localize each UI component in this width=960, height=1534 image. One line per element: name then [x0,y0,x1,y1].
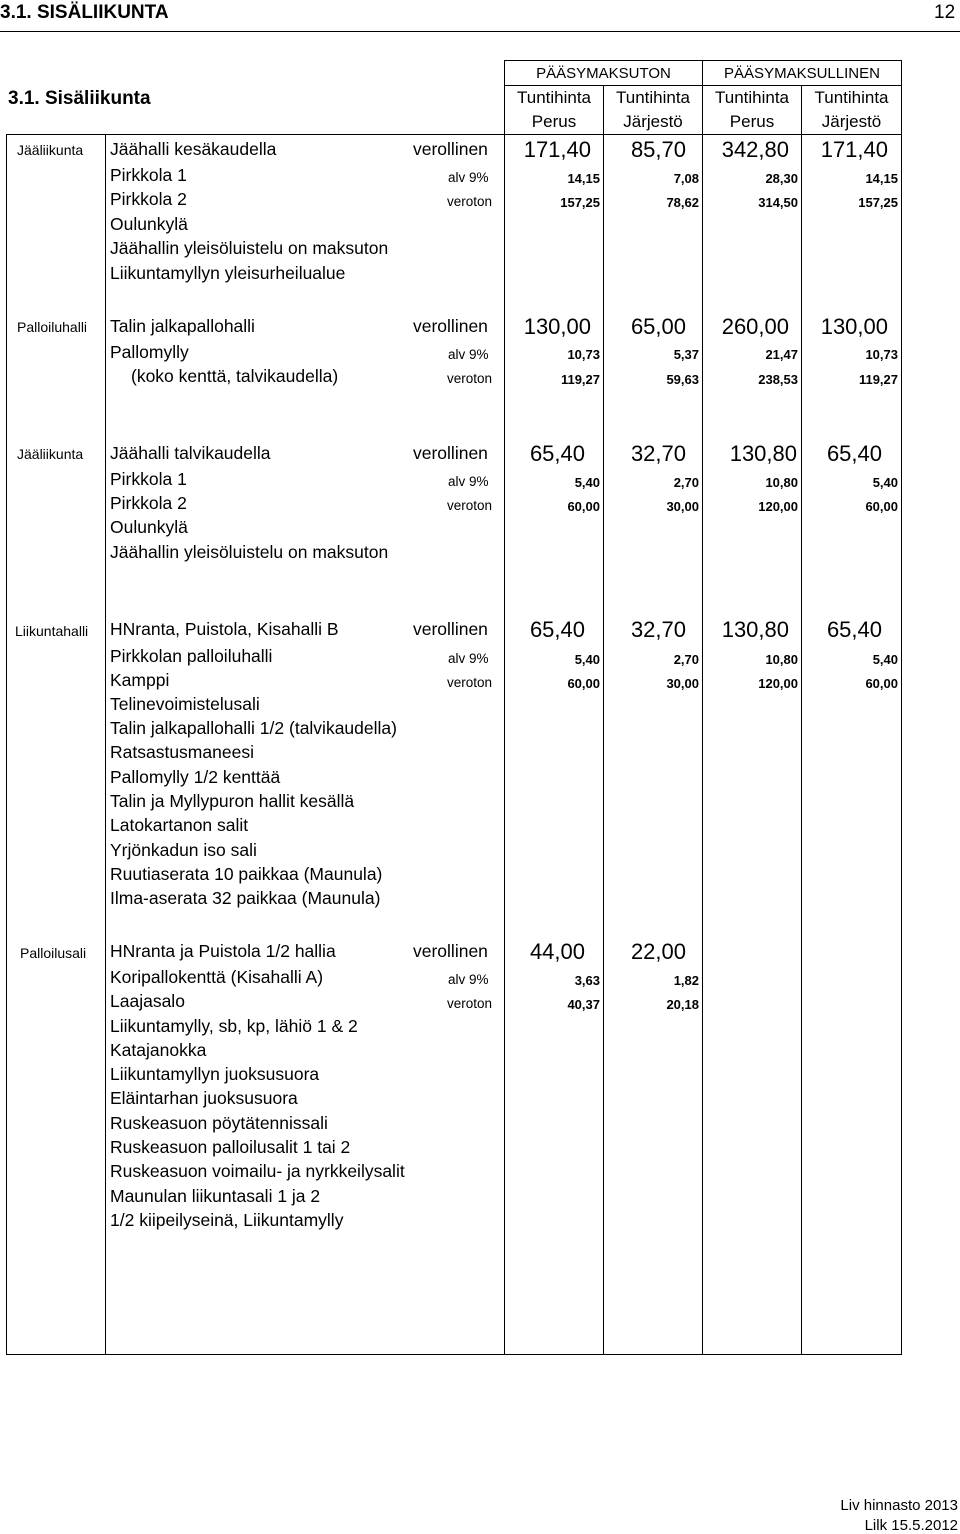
price-value: 30,00 [666,676,699,691]
price-column-rule [702,60,703,1354]
price-column-rule [504,60,505,1354]
price-value: 260,00 [721,314,789,339]
price-value: 2,70 [673,652,699,667]
price-value: 120,00 [758,499,798,514]
price-value: 59,63 [666,372,699,387]
place-name: Laajasalo [110,991,185,1011]
price-value: 2,70 [673,475,699,490]
footer-date: Lilk 15.5.2012 [864,1517,958,1534]
place-name: Pirkkola 1 [110,165,187,185]
price-value: 130,00 [523,314,591,339]
place-name: 1/2 kiipeilyseinä, Liikuntamylly [110,1210,344,1230]
section-category: Jääliikunta [17,142,84,158]
price-value: 65,40 [529,617,585,642]
column-header: Tuntihinta [714,88,790,107]
place-name: Oulunkylä [110,517,188,537]
tax-label: verollinen [413,139,488,159]
price-value: 32,70 [630,617,686,642]
tax-label: veroton [447,675,493,690]
place-name: Pirkkolan palloiluhalli [110,646,273,666]
price-value: 22,00 [630,939,686,964]
section-category: Palloiluhalli [17,319,88,335]
price-value: 20,18 [666,997,699,1012]
table-title: 3.1. Sisäliikunta [8,88,151,109]
place-name: Oulunkylä [110,214,188,234]
place-name: (koko kenttä, talvikaudella) [131,366,339,386]
place-name: Pallomylly 1/2 kenttää [110,767,281,787]
column-header: Tuntihinta [615,88,691,107]
price-value: 65,40 [826,617,882,642]
place-name: Liikuntamyllyn yleisurheilualue [110,263,346,283]
price-value: 119,27 [858,372,898,387]
price-value: 10,73 [865,347,898,362]
price-value: 60,00 [567,676,600,691]
price-value: 10,73 [567,347,600,362]
place-name: Ruskeasuon pöytätennissali [110,1113,328,1133]
place-name: Pirkkola 2 [110,493,187,513]
price-value: 157,25 [858,195,898,210]
place-name: Liikuntamyllyn juoksusuora [110,1064,320,1084]
place-name: Talin jalkapallohalli 1/2 (talvikaudella) [110,718,397,738]
price-column-rule [603,85,604,1354]
tax-label: veroton [447,194,493,209]
price-value: 65,40 [826,441,882,466]
page-number: 12 [934,2,956,23]
place-name: Kamppi [110,670,170,690]
price-value: 120,00 [758,676,798,691]
price-value: 60,00 [865,499,898,514]
place-name: HNranta ja Puistola 1/2 hallia [110,941,336,961]
price-value: 10,80 [765,652,798,667]
price-value: 40,37 [567,997,600,1012]
place-name: Pirkkola 1 [110,469,187,489]
section-category: Liikuntahalli [15,623,89,639]
price-value: 32,70 [630,441,686,466]
table-border-bottom [6,1354,902,1355]
price-value: 60,00 [567,499,600,514]
place-name: Talin jalkapallohalli [110,316,255,336]
group-header-free: PÄÄSYMAKSUTON [536,65,671,82]
place-name: Latokartanon salit [110,815,249,835]
place-name: Jäähalli kesäkaudella [110,139,277,159]
place-name: Telinevoimistelusali [110,694,260,714]
place-name: Pirkkola 2 [110,189,187,209]
header-rule [0,31,960,32]
price-value: 10,80 [765,475,798,490]
column-header: Tuntihinta [814,88,889,107]
price-value: 3,63 [574,973,600,988]
column-header-rule [6,134,902,135]
column-subheader: Perus [531,112,577,131]
place-name: Ilma-aserata 32 paikkaa (Maunula) [110,888,381,908]
price-value: 342,80 [721,137,789,162]
price-value: 130,80 [729,441,797,466]
price-value: 130,00 [820,314,888,339]
price-value: 5,40 [574,475,600,490]
place-name: Talin ja Myllypuron hallit kesällä [110,791,355,811]
price-value: 28,30 [765,171,798,186]
price-value: 5,40 [872,652,898,667]
tax-label: veroton [447,996,493,1011]
price-value: 5,40 [872,475,898,490]
price-value: 1,82 [673,973,699,988]
place-name: Ruskeasuon palloilusalit 1 tai 2 [110,1137,351,1157]
price-value: 60,00 [865,676,898,691]
place-name: HNranta, Puistola, Kisahalli B [110,619,339,639]
place-name: Pallomylly [110,342,189,362]
price-value: 238,53 [758,372,798,387]
table-border-right [901,60,902,1354]
tax-label: veroton [447,498,493,513]
tax-label: veroton [447,371,493,386]
place-name: Koripallokenttä (Kisahalli A) [110,967,324,987]
place-name: Liikuntamylly, sb, kp, lähiö 1 & 2 [110,1016,358,1036]
tax-label: verollinen [413,316,488,336]
price-value: 130,80 [721,617,789,642]
page-header-title: 3.1. SISÄLIIKUNTA [0,2,169,23]
price-value: 157,25 [560,195,600,210]
table-border-left [6,134,7,1354]
price-value: 65,40 [529,441,585,466]
place-name: Katajanokka [110,1040,207,1060]
price-value: 14,15 [865,171,898,186]
price-value: 5,40 [574,652,600,667]
tax-label: alv 9% [448,972,489,987]
column-header: Tuntihinta [516,88,592,107]
price-value: 85,70 [630,137,686,162]
column-subheader: Järjestö [623,112,683,131]
price-value: 65,00 [630,314,686,339]
tax-label: alv 9% [448,347,489,362]
section-category: Jääliikunta [17,446,84,462]
place-name: Jäähallin yleisöluistelu on maksuton [110,238,389,258]
price-column-rule [801,85,802,1354]
place-name: Yrjönkadun iso sali [110,840,257,860]
column-subheader: Perus [729,112,775,131]
price-value: 14,15 [567,171,600,186]
column-subheader: Järjestö [821,112,882,131]
price-value: 21,47 [765,347,798,362]
tax-label: verollinen [413,619,488,639]
tax-label: alv 9% [448,170,489,185]
price-value: 171,40 [523,137,591,162]
tax-label: alv 9% [448,474,489,489]
tax-label: alv 9% [448,651,489,666]
price-value: 119,27 [560,372,600,387]
price-value: 44,00 [529,939,585,964]
section-category: Palloilusali [20,945,87,961]
footer-document-name: Liv hinnasto 2013 [840,1497,958,1514]
place-name: Ruskeasuon voimailu- ja nyrkkeilysalit [110,1161,405,1181]
tax-label: verollinen [413,941,488,961]
price-value: 78,62 [666,195,699,210]
place-name: Ruutiaserata 10 paikkaa (Maunula) [110,864,383,884]
place-name: Jäähalli talvikaudella [110,443,271,463]
price-value: 171,40 [820,137,888,162]
price-value: 5,37 [673,347,699,362]
price-value: 7,08 [673,171,699,186]
place-name: Maunulan liikuntasali 1 ja 2 [110,1186,321,1206]
place-name: Ratsastusmaneesi [110,742,254,762]
table-border-top [504,60,902,61]
group-header-rule [504,85,902,86]
category-column-rule [105,134,106,1354]
tax-label: verollinen [413,443,488,463]
place-name: Jäähallin yleisöluistelu on maksuton [110,542,389,562]
place-name: Eläintarhan juoksusuora [110,1088,298,1108]
group-header-paid: PÄÄSYMAKSULLINEN [724,65,880,82]
price-value: 314,50 [758,195,798,210]
price-value: 30,00 [666,499,699,514]
